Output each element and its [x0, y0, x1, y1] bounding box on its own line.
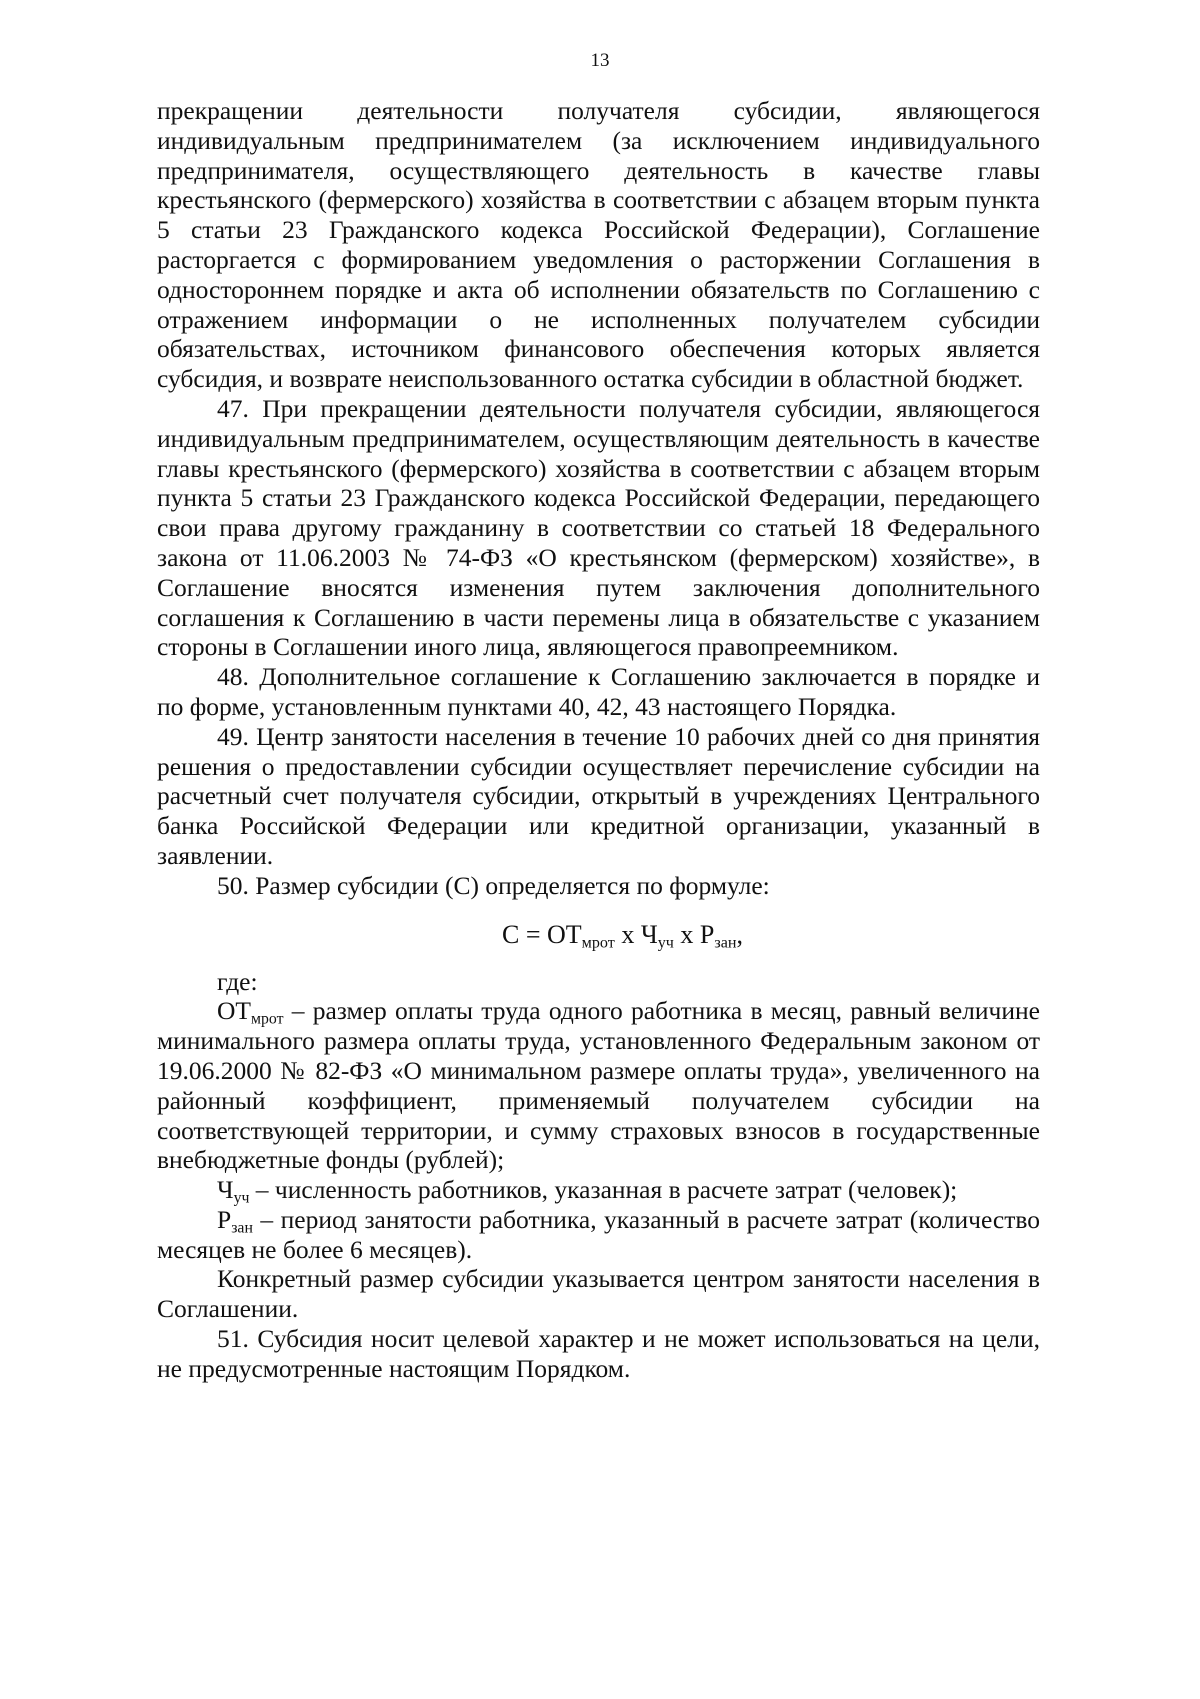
formula-sub-uch: уч: [657, 934, 674, 952]
page-number: 13: [590, 50, 610, 71]
def-r-text: – период занятости работника, указанный в расчете затрат (количество месяцев не более 6 месяцев).: [157, 1204, 1040, 1264]
document-body: [157, 96, 1040, 1384]
formula-tail: ,: [736, 919, 743, 949]
paragraph-46-continuation: прекращении деятельности получателя субсидии, являющегося индивидуальным предпринимателем (за исключением индивидуального предпринимателя, осуществляющего деятельность в качестве главы крестьянского (фермерского) хозяйства в соответствии с абзацем вторым пункта 5 статьи 23 Гражданского кодекса Российской Федерации), Соглашение расторгается с формированием уведомления о расторжении Соглашения в одностороннем порядке и акта об исполнении обязательств по Соглашению с отражением информации о не исполненных получателем субсидии обязательствах, источником финансового обеспечения которых является субсидия, и возврате неиспользованного остатка субсидии в областной бюджет.: [157, 96, 1040, 394]
where-label: где:: [217, 966, 258, 996]
paragraph-specific-amount: Конкретный размер субсидии указывается центром занятости населения в Соглашении.: [157, 1264, 1040, 1324]
paragraph-51: 51. Субсидия носит целевой характер и не может использоваться на цели, не предусмотренные настоящим Порядком.: [157, 1324, 1040, 1383]
def-ch-symbol: Ч: [217, 1175, 234, 1205]
formula-op-r: х Р: [673, 919, 715, 949]
definition-ot-mrot: [157, 996, 1040, 1175]
def-ch-sub: уч: [233, 1189, 250, 1207]
paragraph-49: 49. Центр занятости населения в течение 10 рабочих дней со дня принятия решения о предоставлении субсидии осуществляет перечисление субсидии на расчетный счет получателя субсидии, открытый в учреждениях Центрального банка Российской Федерации или кредитной организации, указанный в заявлении.: [157, 721, 1040, 870]
def-r-sub: зан: [231, 1219, 253, 1237]
def-ot-sub: мрот: [251, 1010, 284, 1028]
def-ot-text: – размер оплаты труда одного работника в месяц, равный величине минимального размера оплаты труда, установленного Федеральным законом от 19.06.2000 № 82-ФЗ «О минимальном размере оплаты труда», увеличенного на районный коэффициент, применяемый получателем субсидии на соответствующей территории, и сумму страховых взносов в государственные внебюджетные фонды (рублей);: [157, 996, 1040, 1175]
definition-ch-uch: [157, 1175, 1040, 1205]
def-ot-symbol: ОТ: [217, 996, 251, 1026]
subsidy-formula: [157, 919, 1040, 951]
formula-sub-mrot: мрот: [581, 934, 615, 952]
paragraph-50: 50. Размер субсидии (С) определяется по формуле:: [217, 870, 770, 900]
def-r-symbol: Р: [217, 1204, 232, 1234]
paragraph-48: 48. Дополнительное соглашение к Соглашению заключается в порядке и по форме, установленным пунктами 40, 42, 43 настоящего Порядка.: [157, 662, 1040, 721]
def-ch-text: – численность работников, указанная в расчете затрат (человек);: [249, 1175, 958, 1205]
definition-r-zan: [157, 1205, 1040, 1265]
formula-sub-zan: зан: [714, 934, 737, 952]
paragraph-47: 47. При прекращении деятельности получателя субсидии, являющегося индивидуальным предпринимателем, осуществляющим деятельность в качестве главы крестьянского (фермерского) хозяйства в соответствии с абзацем вторым пункта 5 статьи 23 Гражданского кодекса Российской Федерации, передающего свои права другому гражданину в соответствии со статьей 18 Федерального закона от 11.06.2003 № 74-ФЗ «О крестьянском (фермерском) хозяйстве», в Соглашение вносятся изменения путем заключения дополнительного соглашения к Соглашению в части перемены лица в обязательстве с указанием стороны в Соглашении иного лица, являющегося правопреемником.: [157, 393, 1040, 662]
formula-lhs: С = ОТ: [502, 919, 582, 949]
formula-op-ch: х Ч: [614, 919, 658, 949]
